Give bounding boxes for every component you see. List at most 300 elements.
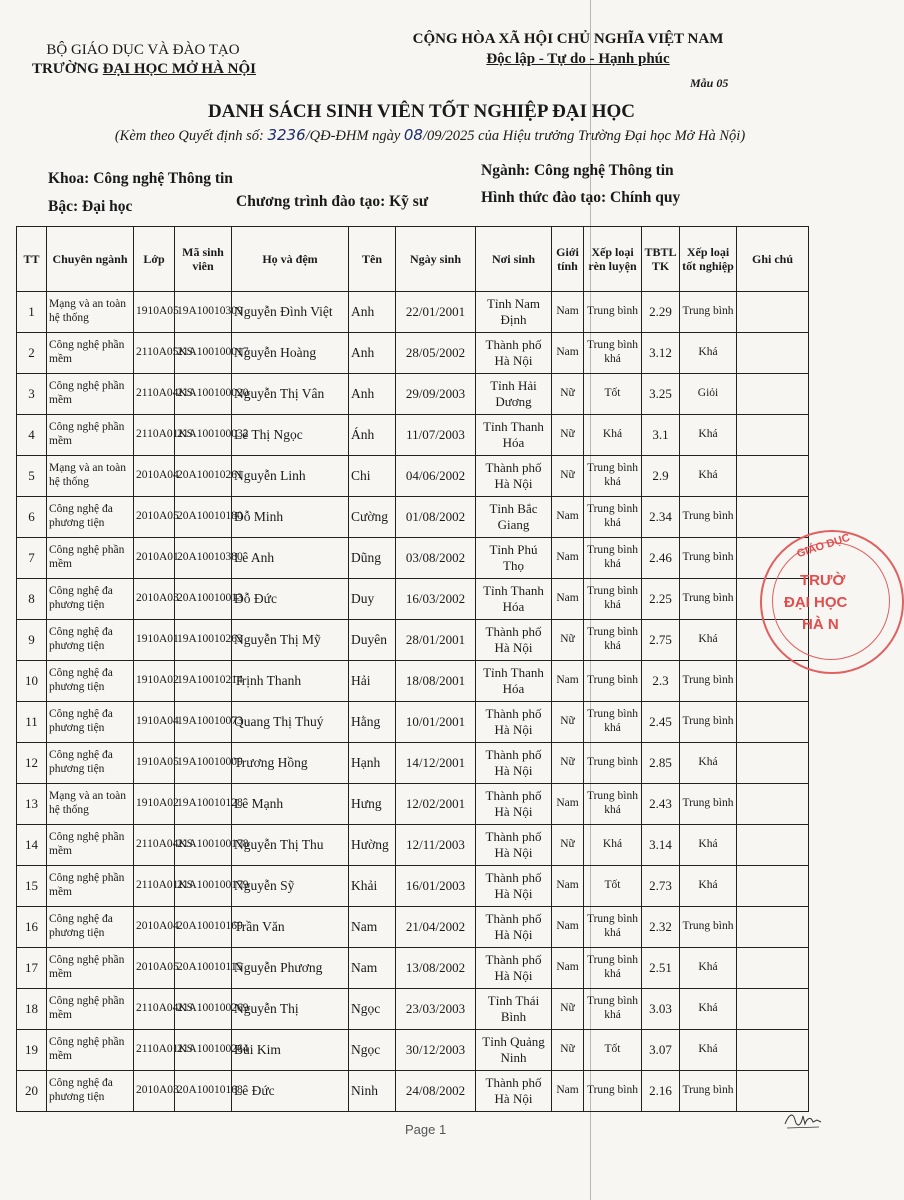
row-index-cell: 17	[17, 948, 47, 989]
student-id-cell: 20A10010380	[175, 538, 232, 579]
table-header-row	[17, 227, 809, 292]
column-header: Giới tính	[552, 227, 584, 292]
specialization-cell: Công nghệ đa phương tiện	[47, 620, 134, 661]
birthplace-cell: Thành phố Hà Nội	[476, 825, 552, 866]
specialization-cell: Công nghệ phần mềm	[47, 538, 134, 579]
gpa-cell: 2.16	[642, 1071, 680, 1112]
student-id-cell: 21A100100020	[175, 374, 232, 415]
row-index-cell: 15	[17, 866, 47, 907]
class-code-cell: 2110A05KS	[134, 333, 175, 374]
row-index-cell: 14	[17, 825, 47, 866]
conduct-rating-cell: Trung bình khá	[584, 333, 642, 374]
given-name-cell: Hường	[349, 825, 396, 866]
given-name-cell: Hằng	[349, 702, 396, 743]
conduct-rating-cell: Trung bình khá	[584, 620, 642, 661]
birth-date-cell: 22/01/2001	[396, 292, 476, 333]
surname-middle-name-cell: Nguyễn Đình Việt	[232, 292, 349, 333]
class-code-cell: 1910A05	[134, 743, 175, 784]
given-name-cell: Anh	[349, 292, 396, 333]
birth-date-cell: 18/08/2001	[396, 661, 476, 702]
graduation-rank-cell: Trung bình	[680, 1071, 737, 1112]
seal-arc-text: GIÁO DỤC	[795, 531, 852, 561]
row-index-cell: 13	[17, 784, 47, 825]
gpa-cell: 2.51	[642, 948, 680, 989]
specialization-cell: Công nghệ đa phương tiện	[47, 661, 134, 702]
gender-cell: Nam	[552, 579, 584, 620]
birthplace-cell: Thành phố Hà Nội	[476, 620, 552, 661]
given-name-cell: Ánh	[349, 415, 396, 456]
training-mode-label: Hình thức đào tạo: Chính quy	[481, 189, 681, 206]
conduct-rating-cell: Trung bình khá	[584, 784, 642, 825]
table-row	[17, 456, 809, 497]
given-name-cell: Cường	[349, 497, 396, 538]
handwritten-day: 08	[403, 126, 423, 144]
graduation-rank-cell: Khá	[680, 948, 737, 989]
row-index-cell: 5	[17, 456, 47, 497]
table-row	[17, 333, 809, 374]
row-index-cell: 10	[17, 661, 47, 702]
gpa-cell: 2.25	[642, 579, 680, 620]
conduct-rating-cell: Khá	[584, 415, 642, 456]
graduation-rank-cell: Khá	[680, 333, 737, 374]
note-cell	[737, 948, 809, 989]
given-name-cell: Ninh	[349, 1071, 396, 1112]
student-id-cell: 20A10010013	[175, 579, 232, 620]
given-name-cell: Hải	[349, 661, 396, 702]
class-code-cell: 1910A01	[134, 620, 175, 661]
graduation-rank-cell: Khá	[680, 456, 737, 497]
gpa-cell: 2.29	[642, 292, 680, 333]
birth-date-cell: 10/01/2001	[396, 702, 476, 743]
graduation-rank-cell: Khá	[680, 743, 737, 784]
graduation-rank-cell: Giỏi	[680, 374, 737, 415]
student-id-cell: 19A10010073	[175, 702, 232, 743]
birthplace-cell: Thành phố Hà Nội	[476, 456, 552, 497]
student-id-cell: 19A10010309	[175, 292, 232, 333]
class-code-cell: 2010A04	[134, 907, 175, 948]
gender-cell: Nữ	[552, 415, 584, 456]
conduct-rating-cell: Trung bình khá	[584, 497, 642, 538]
gender-cell: Nữ	[552, 989, 584, 1030]
birthplace-cell: Thành phố Hà Nội	[476, 866, 552, 907]
class-code-cell: 2010A03	[134, 1071, 175, 1112]
surname-middle-name-cell: Nguyễn Hoàng	[232, 333, 349, 374]
specialization-cell: Công nghệ phần mềm	[47, 374, 134, 415]
note-cell	[737, 415, 809, 456]
class-code-cell: 2010A05	[134, 497, 175, 538]
page-number: Page 1	[405, 1122, 447, 1137]
surname-middle-name-cell: Trương Hồng	[232, 743, 349, 784]
graduation-rank-cell: Trung bình	[680, 579, 737, 620]
row-index-cell: 12	[17, 743, 47, 784]
row-index-cell: 11	[17, 702, 47, 743]
given-name-cell: Hưng	[349, 784, 396, 825]
column-header: Mã sinh viên	[175, 227, 232, 292]
table-row	[17, 579, 809, 620]
gpa-cell: 2.43	[642, 784, 680, 825]
graduation-rank-cell: Trung bình	[680, 292, 737, 333]
note-cell	[737, 1071, 809, 1112]
gender-cell: Nam	[552, 948, 584, 989]
birth-date-cell: 13/08/2002	[396, 948, 476, 989]
column-header: Ngày sinh	[396, 227, 476, 292]
table-row	[17, 948, 809, 989]
gender-cell: Nữ	[552, 620, 584, 661]
column-header: Chuyên ngành	[47, 227, 134, 292]
row-index-cell: 6	[17, 497, 47, 538]
column-header: Xếp loại rèn luyện	[584, 227, 642, 292]
birth-date-cell: 12/02/2001	[396, 784, 476, 825]
surname-middle-name-cell: Nguyễn Thị	[232, 989, 349, 1030]
graduation-rank-cell: Trung bình	[680, 538, 737, 579]
gender-cell: Nam	[552, 538, 584, 579]
given-name-cell: Dũng	[349, 538, 396, 579]
gpa-cell: 2.45	[642, 702, 680, 743]
conduct-rating-cell: Trung bình	[584, 661, 642, 702]
gender-cell: Nữ	[552, 374, 584, 415]
note-cell	[737, 784, 809, 825]
birth-date-cell: 28/05/2002	[396, 333, 476, 374]
note-cell	[737, 374, 809, 415]
surname-middle-name-cell: Nguyễn Thị Thu	[232, 825, 349, 866]
note-cell	[737, 1030, 809, 1071]
graduation-rank-cell: Trung bình	[680, 497, 737, 538]
given-name-cell: Chi	[349, 456, 396, 497]
program-label: Chương trình đào tạo: Kỹ sư	[236, 193, 429, 210]
document-title: DANH SÁCH SINH VIÊN TỐT NGHIỆP ĐẠI HỌC	[207, 101, 636, 122]
seal-line-3: HÀ N	[802, 616, 839, 633]
note-cell	[737, 825, 809, 866]
student-id-cell: 20A10010261	[175, 456, 232, 497]
birthplace-cell: Tỉnh Hải Dương	[476, 374, 552, 415]
graduation-rank-cell: Khá	[680, 989, 737, 1030]
gpa-cell: 3.03	[642, 989, 680, 1030]
gender-cell: Nữ	[552, 825, 584, 866]
graduation-rank-cell: Khá	[680, 1030, 737, 1071]
class-code-cell: 2110A04KS	[134, 825, 175, 866]
table-row	[17, 784, 809, 825]
note-cell	[737, 989, 809, 1030]
student-id-cell: 21A100100178	[175, 825, 232, 866]
surname-middle-name-cell: Lê Đức	[232, 1071, 349, 1112]
birth-date-cell: 04/06/2002	[396, 456, 476, 497]
class-code-cell: 1910A02	[134, 661, 175, 702]
graduation-rank-cell: Khá	[680, 866, 737, 907]
given-name-cell: Anh	[349, 333, 396, 374]
row-index-cell: 8	[17, 579, 47, 620]
student-id-cell: 21A100100269	[175, 989, 232, 1030]
birth-date-cell: 01/08/2002	[396, 497, 476, 538]
class-code-cell: 2110A01KS	[134, 1030, 175, 1071]
surname-middle-name-cell: Quang Thị Thuý	[232, 702, 349, 743]
note-cell	[737, 497, 809, 538]
specialization-cell: Công nghệ phần mềm	[47, 1030, 134, 1071]
graduation-rank-cell: Trung bình	[680, 784, 737, 825]
graduation-rank-cell: Trung bình	[680, 907, 737, 948]
birth-date-cell: 24/08/2002	[396, 1071, 476, 1112]
surname-middle-name-cell: Lê Thị Ngọc	[232, 415, 349, 456]
birthplace-cell: Tỉnh Thanh Hóa	[476, 579, 552, 620]
specialization-cell: Công nghệ đa phương tiện	[47, 743, 134, 784]
row-index-cell: 18	[17, 989, 47, 1030]
student-id-cell: 20A10010169	[175, 907, 232, 948]
student-id-cell: 21A100100032	[175, 415, 232, 456]
gpa-cell: 2.85	[642, 743, 680, 784]
student-id-cell: 19A10010128	[175, 784, 232, 825]
conduct-rating-cell: Tốt	[584, 866, 642, 907]
specialization-cell: Công nghệ đa phương tiện	[47, 497, 134, 538]
birthplace-cell: Thành phố Hà Nội	[476, 333, 552, 374]
faculty-label: Khoa: Công nghệ Thông tin	[48, 170, 233, 187]
birth-date-cell: 16/01/2003	[396, 866, 476, 907]
document-subtitle: (Kèm theo Quyết định số: 3236/QĐ-ĐHM ngày 08/09/2025 của Hiệu trưởng Trường Đại học Mở Hà Nội)	[114, 126, 746, 144]
note-cell	[737, 661, 809, 702]
table-row	[17, 866, 809, 907]
conduct-rating-cell: Khá	[584, 825, 642, 866]
conduct-rating-cell: Trung bình khá	[584, 948, 642, 989]
note-cell	[737, 292, 809, 333]
row-index-cell: 1	[17, 292, 47, 333]
ministry-name: BỘ GIÁO DỤC VÀ ĐÀO TẠO	[46, 42, 240, 58]
seal-line-1: TRƯỜ	[800, 572, 846, 589]
gender-cell: Nam	[552, 907, 584, 948]
surname-middle-name-cell: Nguyễn Phương	[232, 948, 349, 989]
birthplace-cell: Tỉnh Bắc Giang	[476, 497, 552, 538]
handwritten-decision-number: 3236	[267, 126, 306, 144]
major-label: Ngành: Công nghệ Thông tin	[481, 162, 674, 179]
gender-cell: Nam	[552, 333, 584, 374]
class-code-cell: 2110A04KS	[134, 374, 175, 415]
class-code-cell: 1910A05	[134, 292, 175, 333]
school-seal	[760, 530, 904, 674]
specialization-cell: Công nghệ phần mềm	[47, 989, 134, 1030]
class-code-cell: 2110A01KS	[134, 415, 175, 456]
note-cell	[737, 743, 809, 784]
table-row	[17, 415, 809, 456]
birth-date-cell: 29/09/2003	[396, 374, 476, 415]
specialization-cell: Mạng và an toàn hệ thống	[47, 784, 134, 825]
surname-middle-name-cell: Lê Mạnh	[232, 784, 349, 825]
note-cell	[737, 702, 809, 743]
gpa-cell: 3.07	[642, 1030, 680, 1071]
note-cell	[737, 333, 809, 374]
student-id-cell: 19A10010009	[175, 743, 232, 784]
birth-date-cell: 14/12/2001	[396, 743, 476, 784]
gpa-cell: 2.75	[642, 620, 680, 661]
gender-cell: Nữ	[552, 743, 584, 784]
gender-cell: Nam	[552, 784, 584, 825]
graduation-rank-cell: Khá	[680, 415, 737, 456]
surname-middle-name-cell: Đỗ Minh	[232, 497, 349, 538]
birthplace-cell: Thành phố Hà Nội	[476, 702, 552, 743]
gender-cell: Nam	[552, 661, 584, 702]
conduct-rating-cell: Trung bình khá	[584, 907, 642, 948]
gender-cell: Nam	[552, 497, 584, 538]
birthplace-cell: Tỉnh Quảng Ninh	[476, 1030, 552, 1071]
conduct-rating-cell: Tốt	[584, 1030, 642, 1071]
table-row	[17, 538, 809, 579]
column-header: Xếp loại tốt nghiệp	[680, 227, 737, 292]
class-code-cell: 1910A02	[134, 784, 175, 825]
birth-date-cell: 23/03/2003	[396, 989, 476, 1030]
surname-middle-name-cell: Nguyễn Sỹ	[232, 866, 349, 907]
column-header: Họ và đệm	[232, 227, 349, 292]
table-row	[17, 661, 809, 702]
column-header: Lớp	[134, 227, 175, 292]
given-name-cell: Khải	[349, 866, 396, 907]
given-name-cell: Ngọc	[349, 989, 396, 1030]
note-cell	[737, 456, 809, 497]
student-id-cell: 20A10010168	[175, 1071, 232, 1112]
conduct-rating-cell: Tốt	[584, 374, 642, 415]
row-index-cell: 4	[17, 415, 47, 456]
table-row	[17, 989, 809, 1030]
specialization-cell: Công nghệ phần mềm	[47, 866, 134, 907]
student-id-cell: 19A10010214	[175, 661, 232, 702]
gender-cell: Nữ	[552, 702, 584, 743]
gpa-cell: 2.73	[642, 866, 680, 907]
specialization-cell: Công nghệ phần mềm	[47, 948, 134, 989]
specialization-cell: Công nghệ đa phương tiện	[47, 1071, 134, 1112]
conduct-rating-cell: Trung bình khá	[584, 538, 642, 579]
student-id-cell: 21A100100264	[175, 1030, 232, 1071]
row-index-cell: 19	[17, 1030, 47, 1071]
column-header: Ghi chú	[737, 227, 809, 292]
given-name-cell: Hạnh	[349, 743, 396, 784]
table-row	[17, 743, 809, 784]
level-label: Bậc: Đại học	[48, 198, 133, 215]
birth-date-cell: 28/01/2001	[396, 620, 476, 661]
birthplace-cell: Tỉnh Thanh Hóa	[476, 415, 552, 456]
specialization-cell: Công nghệ đa phương tiện	[47, 579, 134, 620]
birthplace-cell: Tỉnh Thái Bình	[476, 989, 552, 1030]
birthplace-cell: Thành phố Hà Nội	[476, 743, 552, 784]
table-row	[17, 907, 809, 948]
row-index-cell: 7	[17, 538, 47, 579]
table-row	[17, 825, 809, 866]
row-index-cell: 9	[17, 620, 47, 661]
class-code-cell: 1910A04	[134, 702, 175, 743]
seal-line-2: ĐẠI HỌC	[784, 594, 848, 611]
graduation-rank-cell: Trung bình	[680, 661, 737, 702]
gender-cell: Nữ	[552, 456, 584, 497]
birth-date-cell: 12/11/2003	[396, 825, 476, 866]
class-code-cell: 2010A05	[134, 948, 175, 989]
surname-middle-name-cell: Trần Văn	[232, 907, 349, 948]
student-id-cell: 21A100100017	[175, 333, 232, 374]
row-index-cell: 3	[17, 374, 47, 415]
birthplace-cell: Tỉnh Phú Thọ	[476, 538, 552, 579]
conduct-rating-cell: Trung bình	[584, 1071, 642, 1112]
gpa-cell: 2.9	[642, 456, 680, 497]
conduct-rating-cell: Trung bình khá	[584, 456, 642, 497]
nation-title: CỘNG HÒA XÃ HỘI CHỦ NGHĨA VIỆT NAM	[412, 31, 724, 47]
specialization-cell: Công nghệ phần mềm	[47, 415, 134, 456]
school-name: TRƯỜNG ĐẠI HỌC MỞ HÀ NỘI	[31, 61, 257, 77]
note-cell	[737, 907, 809, 948]
surname-middle-name-cell: Lê Anh	[232, 538, 349, 579]
table-row	[17, 620, 809, 661]
graduation-rank-cell: Khá	[680, 825, 737, 866]
given-name-cell: Duyên	[349, 620, 396, 661]
student-id-cell: 21A100100179	[175, 866, 232, 907]
birthplace-cell: Thành phố Hà Nội	[476, 1071, 552, 1112]
given-name-cell: Duy	[349, 579, 396, 620]
surname-middle-name-cell: Nguyễn Thị Mỹ	[232, 620, 349, 661]
gpa-cell: 2.3	[642, 661, 680, 702]
specialization-cell: Công nghệ phần mềm	[47, 333, 134, 374]
conduct-rating-cell: Trung bình	[584, 743, 642, 784]
student-id-cell: 20A10010115	[175, 948, 232, 989]
table-row	[17, 1030, 809, 1071]
class-code-cell: 2010A03	[134, 579, 175, 620]
table-row	[17, 497, 809, 538]
birth-date-cell: 21/04/2002	[396, 907, 476, 948]
given-name-cell: Nam	[349, 907, 396, 948]
surname-middle-name-cell: Bùi Kim	[232, 1030, 349, 1071]
gender-cell: Nữ	[552, 1030, 584, 1071]
graduation-rank-cell: Trung bình	[680, 702, 737, 743]
table-row	[17, 292, 809, 333]
specialization-cell: Công nghệ đa phương tiện	[47, 907, 134, 948]
column-header: TBTL TK	[642, 227, 680, 292]
surname-middle-name-cell: Đỗ Đức	[232, 579, 349, 620]
column-header: TT	[17, 227, 47, 292]
gpa-cell: 3.14	[642, 825, 680, 866]
student-id-cell: 20A10010180	[175, 497, 232, 538]
class-code-cell: 2010A01	[134, 538, 175, 579]
signature-initials	[783, 1108, 823, 1130]
gpa-cell: 3.25	[642, 374, 680, 415]
graduation-rank-cell: Khá	[680, 620, 737, 661]
table-row	[17, 374, 809, 415]
birth-date-cell: 11/07/2003	[396, 415, 476, 456]
row-index-cell: 20	[17, 1071, 47, 1112]
column-header: Tên	[349, 227, 396, 292]
national-motto: Độc lập - Tự do - Hạnh phúc	[486, 51, 670, 67]
table-body	[17, 292, 809, 1112]
given-name-cell: Nam	[349, 948, 396, 989]
gender-cell: Nam	[552, 1071, 584, 1112]
surname-middle-name-cell: Nguyễn Linh	[232, 456, 349, 497]
birthplace-cell: Tỉnh Nam Định	[476, 292, 552, 333]
conduct-rating-cell: Trung bình khá	[584, 989, 642, 1030]
table-row	[17, 1071, 809, 1112]
surname-middle-name-cell: Nguyễn Thị Vân	[232, 374, 349, 415]
specialization-cell: Công nghệ đa phương tiện	[47, 702, 134, 743]
graduates-table	[16, 226, 809, 1112]
conduct-rating-cell: Trung bình khá	[584, 579, 642, 620]
gpa-cell: 2.46	[642, 538, 680, 579]
table-row	[17, 702, 809, 743]
class-code-cell: 2110A01KS	[134, 866, 175, 907]
gpa-cell: 3.12	[642, 333, 680, 374]
birth-date-cell: 30/12/2003	[396, 1030, 476, 1071]
gpa-cell: 2.32	[642, 907, 680, 948]
conduct-rating-cell: Trung bình	[584, 292, 642, 333]
birthplace-cell: Thành phố Hà Nội	[476, 948, 552, 989]
given-name-cell: Anh	[349, 374, 396, 415]
gender-cell: Nam	[552, 292, 584, 333]
column-header: Nơi sinh	[476, 227, 552, 292]
birthplace-cell: Thành phố Hà Nội	[476, 784, 552, 825]
gpa-cell: 3.1	[642, 415, 680, 456]
class-code-cell: 2010A04	[134, 456, 175, 497]
row-index-cell: 16	[17, 907, 47, 948]
birth-date-cell: 16/03/2002	[396, 579, 476, 620]
birthplace-cell: Tỉnh Thanh Hóa	[476, 661, 552, 702]
gpa-cell: 2.34	[642, 497, 680, 538]
